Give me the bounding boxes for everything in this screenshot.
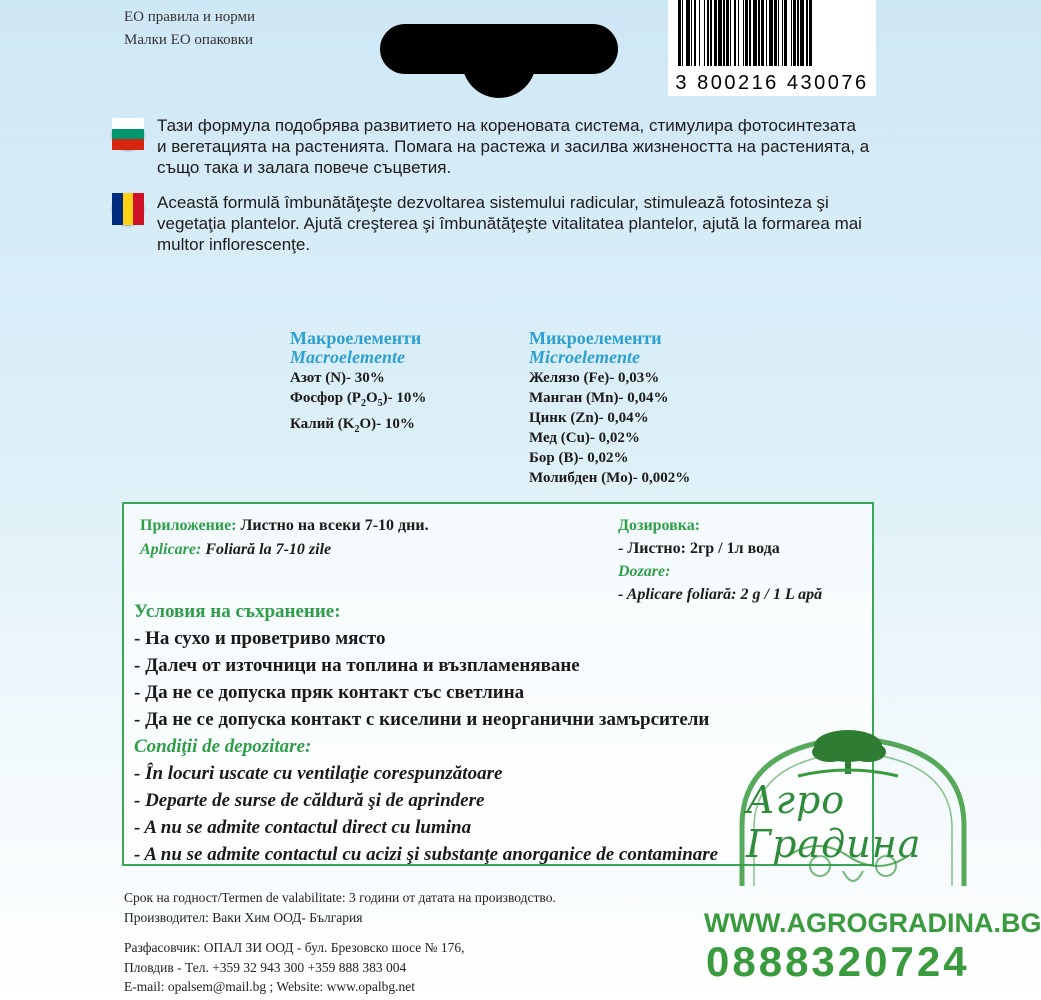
- storage-item: - Далеч от източници на топлина и възпламеняване: [134, 655, 580, 676]
- storage-title-ro: Condiţii de depozitare:: [134, 736, 312, 757]
- dosage-text-ro: - Aplicare foliară: 2 g / 1 L apă: [618, 586, 823, 603]
- description-bg-line: Тази формула подобрява развитието на кореновата система, стимулира фотосинтезата: [157, 116, 856, 135]
- storage-item-ro: - În locuri uscate cu ventilaţie corespunzătoare: [134, 763, 503, 784]
- storage-item: - Да не се допуска контакт с киселини и неорганични замърсители: [134, 709, 710, 730]
- micro-item: Мед (Cu)- 0,02%: [529, 430, 640, 446]
- bulgaria-flag-icon: [112, 118, 144, 150]
- dosage-section: [618, 514, 822, 606]
- storage-title: Условия на съхранение:: [134, 601, 341, 622]
- microelements-title-ro: Microelemente: [529, 347, 640, 367]
- website-url[interactable]: WWW.AGROGRADINA.BG: [704, 908, 1041, 938]
- storage-item-ro: - A nu se admite contactul cu acizi şi substanţe anorganice de contaminare: [134, 844, 719, 865]
- description-bg-line: и вегетацията на растенията. Помага на растежа и засилва жизнеността на растенията, а: [157, 137, 870, 156]
- microelements-section: [529, 328, 690, 488]
- description-bg-line: също така и залага повече съцветия.: [157, 158, 452, 177]
- logo-brand-text: Агро Градина: [746, 778, 922, 866]
- macro-item-phosphorus: Фосфор $(P_2O_5)-$ 10%: [290, 390, 427, 409]
- storage-item: - На сухо и проветриво място: [134, 628, 386, 649]
- hanger-hole-center: [462, 24, 536, 98]
- macro-item-nitrogen: Азот (N)- 30%: [290, 370, 385, 386]
- micro-item: Молибден (Mo)- 0,002%: [529, 470, 691, 486]
- description-ro-line: Această formulă îmbunătăţeşte dezvoltarea sistemului radicular, stimulează fotosinteza şi: [157, 193, 829, 212]
- eu-packaging-text: Малки ЕО опаковки: [124, 32, 254, 48]
- dosage-title-ro: Dozare:: [618, 563, 671, 580]
- micro-item: Желязо (Fe)- 0,03%: [529, 370, 660, 386]
- micro-item: Манган (Mn)- 0,04%: [529, 390, 669, 406]
- dosage-text: - Листно: 2гр / 1л вода: [618, 540, 780, 557]
- description-bg: [157, 115, 869, 178]
- producer-text: Производител: Ваки Хим ООД- България: [124, 910, 363, 925]
- macro-item-potassium: Калий $(K_2O)-$ 10%: [290, 416, 415, 435]
- application-bg: Приложение: Листно на всеки 7-10 дни.: [140, 517, 429, 534]
- packer-text: Разфасовчик: ОПАЛ ЗИ ООД - бул. Брезовско шосе № 176,: [124, 940, 465, 955]
- contact-phone-text: Пловдив - Тел. +359 32 943 300 +359 888 383 004: [124, 960, 407, 975]
- micro-item: Цинк (Zn)- 0,04%: [529, 410, 649, 426]
- storage-section: [134, 598, 718, 868]
- storage-item-ro: - Departe de surse de căldură şi de aprindere: [134, 790, 485, 811]
- barcode-number: 3 800216 430076: [675, 72, 869, 94]
- description-ro-line: vegetaţia plantelor. Ajută creşterea şi îmbunătăţeşte vitalitatea plantelor, ajută la formarea mai: [157, 214, 862, 233]
- validity-text: Срок на годност/Termen de valabilitate: 3 години от датата на производство.: [124, 890, 556, 905]
- eu-rules-text: ЕО правила и норми: [124, 9, 256, 25]
- macroelements-title: Макроелементи: [290, 328, 422, 348]
- phone-number: 0888320724: [706, 938, 970, 985]
- dosage-title: Дозировка:: [618, 517, 701, 534]
- micro-item: Бор (B)- 0,02%: [529, 450, 629, 466]
- storage-item-ro: - A nu se admite contactul direct cu lumina: [134, 817, 472, 838]
- microelements-title: Микроелементи: [529, 328, 662, 348]
- storage-item: - Да не се допуска пряк контакт със светлина: [134, 682, 525, 703]
- romania-flag-icon: [112, 193, 144, 225]
- application-section: [140, 514, 429, 562]
- barcode-bars: [678, 0, 866, 66]
- description-ro-line: multor inflorescenţe.: [157, 235, 311, 254]
- application-ro: Aplicare: Foliară la 7-10 zile: [140, 541, 332, 558]
- macroelements-title-ro: Macroelemente: [290, 347, 405, 367]
- description-ro: [157, 192, 862, 255]
- contact-email-text: E-mail: opalsem@mail.bg ; Website: www.opalbg.net: [124, 979, 416, 994]
- macroelements-section: [290, 328, 426, 440]
